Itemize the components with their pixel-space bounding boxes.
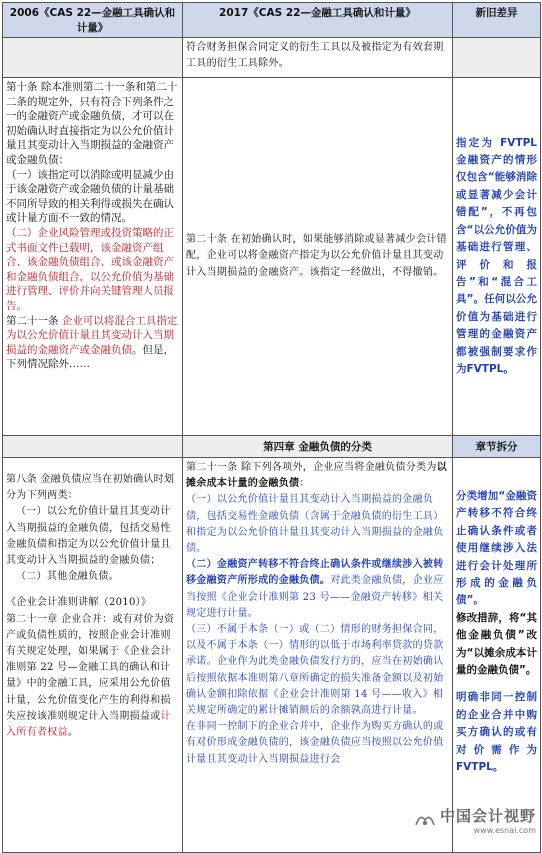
old-article-8-item2: （二）其他金融负债。: [16, 571, 119, 583]
diff-cell: [453, 78, 541, 436]
diff-cell-empty: [453, 38, 541, 78]
header-differences: 新旧差异: [453, 3, 541, 38]
old-article-8: 第八条 金融负债应当在初始确认时划分为下列两类：: [6, 474, 175, 502]
header-new-standard: 2017《CAS 22—金融工具确认和计量》: [183, 3, 453, 38]
new-article-21-bold: 以摊余成本计量的金融负债: [186, 462, 447, 490]
new-article-21: [186, 460, 449, 492]
diff-text-c: 明确非同一控制的企业合并中购买方确认的或有对价需作为FVTPL。: [456, 691, 537, 774]
new-item2-rest: 对此类金融负债，企业应当按照《企业会计准则第 23 号——金融资产转移》相关规定进行计量。: [186, 575, 444, 619]
new-item2-bold: （二）金融资产转移不符合终止确认条件或继续涉入被转移金融资产所形成的金融负债。: [186, 559, 444, 587]
diff-text: 指定为 FVTPL 金融资产的情形仅包含“能够消除或显著减少会计错配”，不再包含“以公允价值为基础进行管理、评价和报告”和“混合工具”。任何以公允价值为基础进行管理的金融资产都被强制要求作为FVTPL。: [456, 136, 537, 375]
new-text: 符合财务担保合同定义的衍生工具以及被指定为有效套期工具的衍生工具除外。: [186, 42, 444, 70]
new-article-21-item2: [186, 557, 449, 622]
old-cell: [3, 78, 183, 436]
chapter-title: 第四章 金融负债的分类: [183, 436, 453, 458]
old-article-10-item1: （一）该指定可以消除或明显减少由于该金融资产或金融负债的计量基础不同所导致的相关利得或损失在确认或计量方面不一致的情况。: [6, 168, 174, 225]
new-article-21-item3: （三）不属于本条（一）或（二）情形的财务担保合同，以及不属于本条（一）情形的以低于市场利率贷款的贷款承诺。企业作为此类金融负债发行方的，应当在初始确认后按照依据本准则第八章所确定的损失准备金额以及初始确认金额扣除依据《企业会计准则第 14 号——收入》相关规定所确定的累计摊销额后的余额孰高进行计量。: [186, 624, 444, 717]
header-row: [3, 3, 541, 38]
table-row: [3, 38, 541, 78]
new-cell: [183, 38, 453, 78]
new-article-21-end: ：: [299, 478, 310, 490]
watermark-url: www.esnai.com: [473, 826, 536, 835]
old-article-10-item2: （二）企业风险管理或投资策略的正式书面文件已载明，该金融资产组合、该金融负债组合、或该金融资产和金融负债组合，以公允价值为基础进行管理、评价并向关键管理人员报告。: [6, 226, 174, 312]
table-row: [3, 78, 541, 436]
diff-text-a: 分类增加“金融资产转移不符合终止确认条件或者使用继续涉入法进行会计处理所形成的金融负债”。: [456, 490, 537, 607]
watermark-brand: 中国会计视野: [439, 807, 536, 825]
header-old-standard: 2006《CAS 22—金融工具确认和计量》: [3, 3, 183, 38]
watermark: [414, 805, 536, 835]
old-guide-red: 计入所有者权益: [6, 710, 171, 739]
new-article-21-tail: 在非同一控制下的企业合并中，企业作为购买方确认的或有对价形成金融负债的，该金融负债应当按照以公允价值计量且其变动计入当期损益进行会: [186, 721, 444, 765]
diff-text-b: 修改措辞，将“其他金融负债”改为“以摊余成本计量的金融负债”。: [456, 611, 537, 677]
old-guide-body: [6, 612, 179, 742]
chapter-row: [3, 436, 541, 458]
diff-chapter-split: 章节拆分: [453, 436, 541, 458]
old-guide-title: 《企业会计准则讲解（2010）》: [6, 597, 152, 609]
old-guide-text: 第二十一章 企业合并：或有对价为资产或负债性质的，按照企业会计准则有关规定处理，如果属于《企业会计准则第 22 号—金融工具的确认和计量》中的金融工具，应采用公允价值计量，公允价值变化产生的利得和损失应按该准则规定计入当期损益或: [6, 613, 175, 722]
old-article-10: 第十条 除本准则第二十一条和第二十二条的规定外，只有符合下列条件之一的金融资产或金融负债，才可以在初始确认时直接指定为以公允价值计量且其变动计入当期损益的金融资产或金融负债：: [6, 81, 178, 166]
new-article-21-text: 第二十一条 除下列各项外，企业应当将金融负债分类为: [186, 462, 437, 473]
comparison-table: [2, 2, 541, 853]
new-article-20: 第二十条 在初始确认时，如果能够消除或显著减少会计错配，企业可以将金融资产指定为以公允价值计量且其变动计入当期损益的金融资产。该指定一经做出，不得撤销。: [186, 234, 447, 278]
old-cell-empty: [3, 436, 183, 458]
old-article-21-red: 企业可以将混合工具指定为以公允价值计量且其变动计入当期损益的金融资产或金融负债: [6, 314, 178, 356]
old-article-21: [6, 314, 179, 372]
table-row: [3, 458, 541, 853]
old-cell: [3, 458, 183, 853]
old-cell-empty: [3, 38, 183, 78]
new-cell: [183, 458, 453, 853]
old-guide-end: 。: [67, 727, 79, 739]
old-article-8-item1: （一）以公允价值计量且其变动计入当期损益的金融负债，包括交易性金融负债和指定为以公允价值计量且其变动计入当期损益的金融负债；: [6, 506, 171, 567]
new-article-21-item1: （一）以公允价值计量且其变动计入当期损益的金融负债，包括交易性金融负债（含属于金融负债的衍生工具）和指定为以公允价值计量且其变动计入当期损益的金融负债。: [186, 494, 444, 555]
old-article-21-label: 第二十一条: [6, 314, 62, 327]
old-article-21-tail: 。但是，下列情况除外……: [6, 343, 174, 371]
diff-cell: [453, 458, 541, 853]
watermark-logo-icon: [414, 811, 436, 829]
new-cell: [183, 78, 453, 436]
